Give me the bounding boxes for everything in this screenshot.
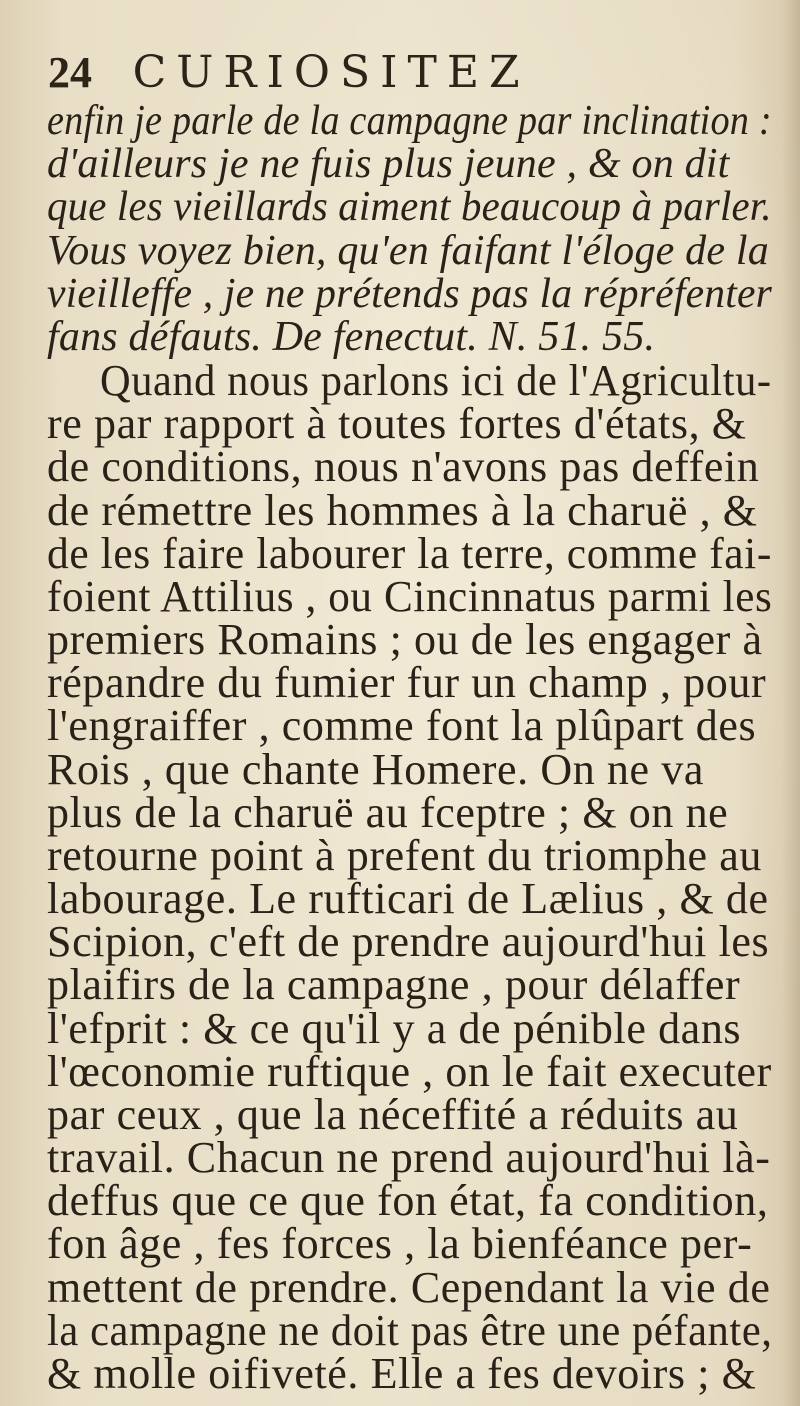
text-line: fon âge , fes forces , la bienféance per- — [47, 1219, 753, 1268]
text-line: Scipion, c'eft de prendre aujourd'hui les — [47, 917, 770, 966]
text-line: mettent de prendre. Cependant la vie de — [47, 1263, 771, 1312]
text-line: & molle oifiveté. Elle a fes devoirs ; & — [47, 1349, 757, 1398]
text-line: Quand nous parlons ici de l'Agricultu- — [100, 356, 772, 405]
text-line: de conditions, nous n'avons pas deffein — [47, 442, 760, 491]
text-line: de rémettre les hommes à la charuë , & — [47, 486, 758, 535]
text-line: Rois , que chante Homere. On ne va — [47, 745, 704, 794]
text-line: la campagne ne doit pas être une péfante, — [47, 1306, 773, 1355]
text-line: l'engraiffer , comme font la plûpart des — [47, 701, 757, 750]
page-edge-shadow — [782, 0, 800, 1406]
text-line: Vous voyez bien, qu'en faifant l'éloge de la — [47, 228, 769, 274]
text-line: l'œconomie ruftique , on le fait executer — [47, 1047, 772, 1096]
text-line: répandre du fumier fur un champ , pour — [47, 658, 767, 707]
running-head — [48, 36, 768, 106]
text-line: plaifirs de la campagne , pour délaffer — [47, 960, 741, 1009]
text-line: fans défauts. De fenectut. N. 51. 55. — [47, 314, 656, 360]
text-line: plus de la charuë au fceptre ; & on ne — [47, 788, 729, 837]
text-line: par ceux , que la néceffité a réduits au — [47, 1090, 739, 1139]
text-line: l'efprit : & ce qu'il y a de pénible dans — [47, 1004, 742, 1053]
text-line: enfin je parle de la campagne par inclination : — [47, 98, 772, 144]
text-line: de les faire labourer la terre, comme fai- — [47, 529, 772, 578]
text-line: labourage. Le rufticari de Lælius , & de — [47, 874, 769, 923]
text-line: travail. Chacun ne prend aujourd'hui là- — [47, 1133, 771, 1182]
text-line: deffus que ce que fon état, fa condition, — [47, 1176, 769, 1225]
text-line: re par rapport à toutes fortes d'états, & — [47, 399, 747, 448]
text-line: premiers Romains ; ou de les engager à — [47, 615, 763, 664]
text-line: que les vieillards aiment beaucoup à parler. — [47, 184, 772, 230]
text-line: retourne point à prefent du triomphe au — [47, 831, 762, 880]
text-line: d'ailleurs je ne fuis plus jeune , & on dit — [47, 141, 730, 187]
text-line: foient Attilius , ou Cincinnatus parmi les — [47, 572, 773, 621]
page-number: 24 — [48, 48, 92, 97]
running-title: CURIOSITEZ — [132, 47, 530, 98]
text-line: vieilleffe , je ne prétends pas la répréfenter — [47, 271, 773, 317]
